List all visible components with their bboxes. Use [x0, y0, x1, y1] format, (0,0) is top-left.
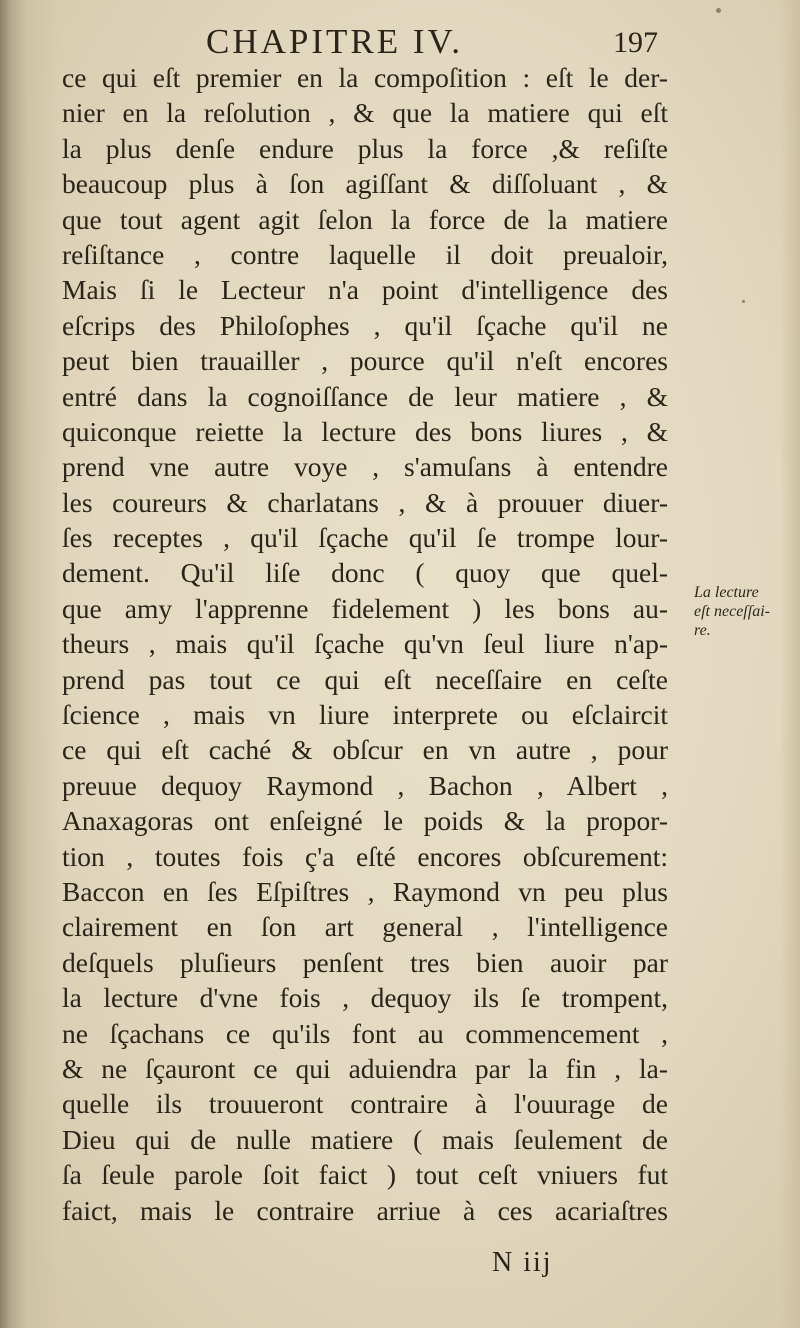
- text-line: ne ſçachans ce qu'ils font au commencement ,: [62, 1017, 668, 1049]
- paper-fleck: [716, 8, 721, 13]
- text-line: reſiſtance , contre laquelle il doit preualoir,: [62, 238, 668, 270]
- text-line: nier en la reſolution , & que la matiere qui eſt: [62, 97, 668, 129]
- margin-note: [694, 583, 794, 640]
- text-line: Baccon en ſes Eſpiſtres , Raymond vn peu plus: [62, 875, 668, 907]
- paper-fleck: [742, 300, 745, 303]
- text-line: les coureurs & charlatans , & à prouuer diuer-: [62, 486, 668, 518]
- text-line: ſa ſeule parole ſoit faict ) tout ceſt vniuers fut: [62, 1159, 668, 1191]
- signature-mark: N iij: [492, 1247, 553, 1278]
- text-line: theurs , mais qu'il ſçache qu'vn ſeul liure n'ap-: [62, 628, 668, 660]
- text-line: la plus denſe endure plus la force ,& reſiſte: [62, 132, 668, 164]
- text-line: & ne ſçauront ce qui aduiendra par la fin , la-: [62, 1052, 668, 1084]
- text-line: ce qui eſt premier en la compoſition : eſt le der-: [62, 62, 668, 93]
- page-edge: [780, 0, 800, 1328]
- text-line: Dieu qui de nulle matiere ( mais ſeulement de: [62, 1123, 668, 1155]
- binding-shadow: [0, 0, 60, 1328]
- text-line: ſcience , mais vn liure interprete ou eſclaircit: [62, 699, 668, 731]
- text-line: deſquels pluſieurs penſent tres bien auoir par: [62, 946, 668, 978]
- running-title: CHAPITRE IV.: [206, 22, 464, 61]
- text-line: prend pas tout ce qui eſt neceſſaire en ceſte: [62, 663, 668, 695]
- text-line: Mais ſi le Lecteur n'a point d'intelligence des: [62, 274, 668, 306]
- text-line: quelle ils trouueront contraire à l'ouurage de: [62, 1088, 668, 1120]
- text-line: peut bien trauailler , pource qu'il n'eſt encores: [62, 345, 668, 377]
- text-line: preuue dequoy Raymond , Bachon , Albert ,: [62, 769, 668, 801]
- text-line: dement. Qu'il liſe donc ( quoy que quel-: [62, 557, 668, 589]
- margin-note-line: eſt neceſſai-: [694, 603, 770, 620]
- text-line: quiconque reiette la lecture des bons liures , &: [62, 415, 668, 447]
- text-line: que amy l'apprenne fidelement ) les bons au-: [62, 592, 668, 624]
- text-line: clairement en ſon art general , l'intelligence: [62, 911, 668, 943]
- text-line: ſes receptes , qu'il ſçache qu'il ſe trompe lour-: [62, 522, 668, 554]
- text-line: ce qui eſt caché & obſcur en vn autre , pour: [62, 734, 668, 766]
- body-text: [62, 60, 668, 1228]
- text-line: Anaxagoras ont enſeigné le poids & la propor-: [62, 805, 668, 837]
- margin-note-line: La lecture: [694, 584, 759, 601]
- text-line: tion , toutes fois ç'a eſté encores obſcurement:: [62, 840, 668, 872]
- text-line: prend vne autre voye , s'amuſans à entendre: [62, 451, 668, 483]
- page-number: 197: [613, 26, 658, 59]
- text-line: la lecture d'vne fois , dequoy ils ſe trompent,: [62, 982, 668, 1014]
- margin-note-line: re.: [694, 622, 711, 639]
- text-line: que tout agent agit ſelon la force de la matiere: [62, 203, 668, 235]
- page-header: [60, 22, 670, 62]
- text-line: entré dans la cognoiſſance de leur matiere , &: [62, 380, 668, 412]
- text-line: beaucoup plus à ſon agiſſant & diſſoluant , &: [62, 168, 668, 200]
- text-line: eſcrips des Philoſophes , qu'il ſçache qu'il ne: [62, 309, 668, 341]
- text-line: faict, mais le contraire arriue à ces acariaſtres: [62, 1194, 668, 1226]
